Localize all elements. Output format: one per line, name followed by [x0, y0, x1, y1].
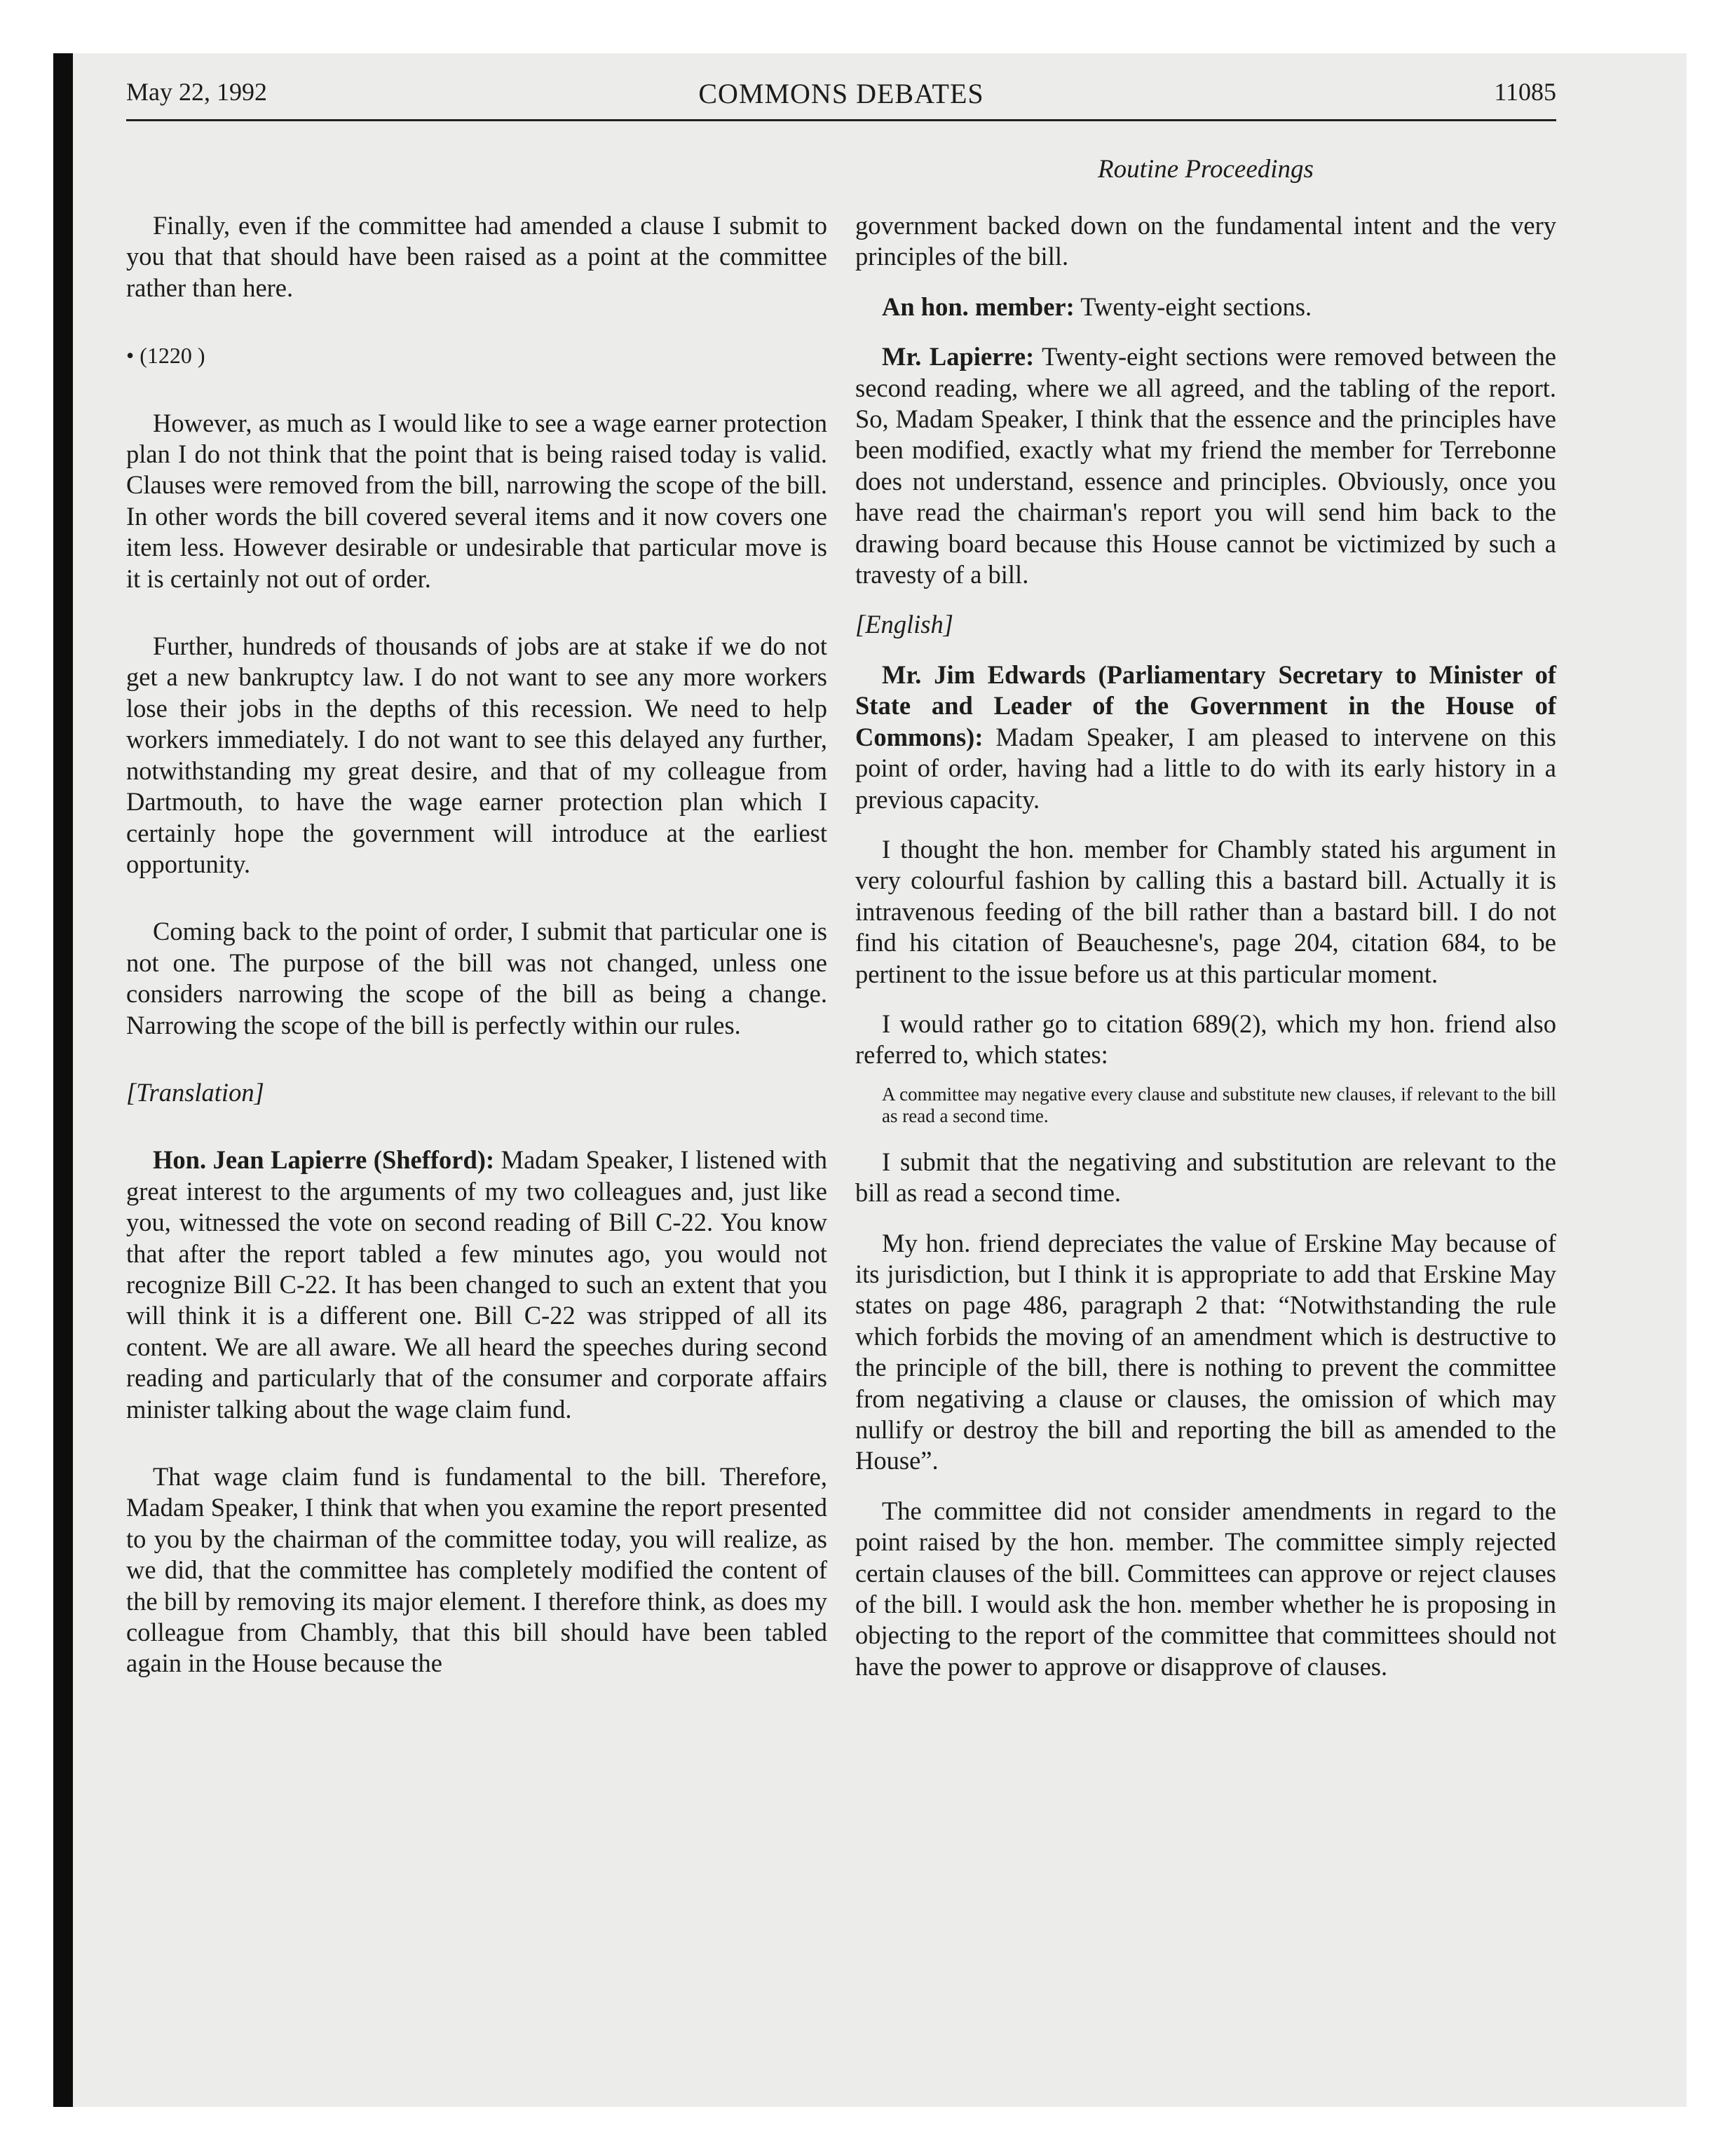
- header-title: COMMONS DEBATES: [698, 78, 984, 109]
- paragraph: The committee did not consider amendments in regard to the point raised by the hon. member. The committee simply rejected certain clauses of the bill. Committees can approve or reject clauses of the bill. I would ask the hon. member whether he is proposing in objecting to the report of the committee that committees should not have the power to approve or disapprove of clauses.: [855, 1496, 1556, 1681]
- paragraph: Coming back to the point of order, I submit that particular one is not one. The purpose of the bill was not changed, unless one considers narrowing the scope of the bill as being a change. Narrowing the scope of the bill is perfectly within our rules.: [126, 917, 827, 1039]
- paragraph: However, as much as I would like to see a wage earner protection plan I do not think that the point that is being raised today is valid. Clauses were removed from the bill, narrowing the scope of the bill. In other words the bill covered several items and it now covers one item less. However desirable or undesirable that particular move is it is certainly not out of order.: [126, 408, 827, 593]
- speech-text: Madam Speaker, I listened with great interest to the arguments of my two colleagues and, just like you, witnessed the vote on second reading of Bill C-22. You know that after the report tabled a few minutes ago, you would not recognize Bill C-22. It has been changed to such an extent that you will think it is a different one. Bill C-22 was stripped of all its content. We are all aware. We all heard the speeches during second reading and particularly that of the consumer and corporate affairs minister talking about the wage claim fund.: [126, 1145, 827, 1424]
- paragraph: My hon. friend depreciates the value of Erskine May because of its jurisdiction, but I think it is appropriate to add that Erskine May states on page 486, paragraph 2 that: “Notwithstanding the rule which forbids the moving of an amendment which is destructive to the principle of the bill, there is nothing to prevent the committee from negativing a clause or clauses, the omission of which may nullify or destroy the bill and reporting the bill as amended to the House”.: [855, 1228, 1556, 1475]
- paragraph: Finally, even if the committee had amended a clause I submit to you that that should have been raised as a point at the committee rather than here.: [126, 211, 827, 302]
- header-date: May 22, 1992: [126, 78, 267, 106]
- paragraph: I submit that the negativing and substitution are relevant to the bill as read a second time.: [855, 1147, 1556, 1208]
- header-page-number: 11085: [1494, 78, 1556, 106]
- time-marker: • (1220 ): [126, 343, 205, 369]
- section-title: Routine Proceedings: [1098, 155, 1314, 184]
- translation-tag: [Translation]: [126, 1077, 264, 1107]
- header-rule: [126, 119, 1556, 121]
- speech-text: Twenty-eight sections were removed between the second reading, where we all agreed, and the tabling of the report. So, Madam Speaker, I think that the essence and the principles have been modified, exactly what my friend the member for Terrebonne does not understand, essence and principles. Obviously, once you have read the chairman's report you will send him back to the drawing board because this House cannot be victimized by such a travesty of a bill.: [855, 342, 1556, 589]
- paragraph: I would rather go to citation 689(2), which my hon. friend also referred to, which states:: [855, 1009, 1556, 1070]
- speech-paragraph: [855, 660, 1556, 815]
- paragraph: government backed down on the fundamental intent and the very principles of the bill.: [855, 211, 1556, 271]
- speaker-name: Hon. Jean Lapierre (Shefford):: [153, 1145, 495, 1175]
- page-header: [126, 77, 1556, 119]
- speech-text: Twenty-eight sections.: [1074, 292, 1312, 321]
- speaker-name: An hon. member:: [882, 292, 1075, 321]
- paragraph: I thought the hon. member for Chambly stated his argument in very colourful fashion by calling this a bastard bill. Actually it is intravenous feeding of the bill rather than a bastard bill. I do not find his citation of Beauchesne's, page 204, citation 684, to be pertinent to the issue before us at this particular moment.: [855, 834, 1556, 988]
- binding-edge: [53, 53, 73, 2107]
- speech-paragraph: [855, 292, 1556, 322]
- english-tag: [English]: [855, 610, 953, 639]
- block-quote: A committee may negative every clause and substitute new clauses, if relevant to the bill as read a second time.: [882, 1083, 1556, 1127]
- speech-text: Madam Speaker, I am pleased to intervene on this point of order, having had a little to do with its early history in a previous capacity.: [855, 722, 1556, 814]
- left-column: [126, 210, 827, 1679]
- speaker-name: Mr. Jim Edwards (Parliamentary Secretary to Minister of State and Leader of the Government in the House of Commons):: [855, 660, 1556, 751]
- speech-paragraph: [855, 341, 1556, 590]
- paragraph: That wage claim fund is fundamental to the bill. Therefore, Madam Speaker, I think that when you examine the report presented to you by the chairman of the committee today, you will realize, as we did, that the committee has completely modified the content of the bill by removing its major element. I therefore think, as does my colleague from Chambly, that this bill should have been tabled again in the House because the: [126, 1462, 827, 1678]
- speech-paragraph: [126, 1145, 827, 1425]
- speaker-name: Mr. Lapierre:: [882, 342, 1035, 371]
- right-column: [855, 210, 1556, 1682]
- paragraph: Further, hundreds of thousands of jobs are at stake if we do not get a new bankruptcy law. I do not want to see any more workers lose their jobs in the depths of this recession. We need to help workers immediately. I do not want to see this delayed any further, notwithstanding my great desire, and that of my colleague from Dartmouth, to have the wage earner protection plan which I certainly hope the government will introduce at the earliest opportunity.: [126, 632, 827, 878]
